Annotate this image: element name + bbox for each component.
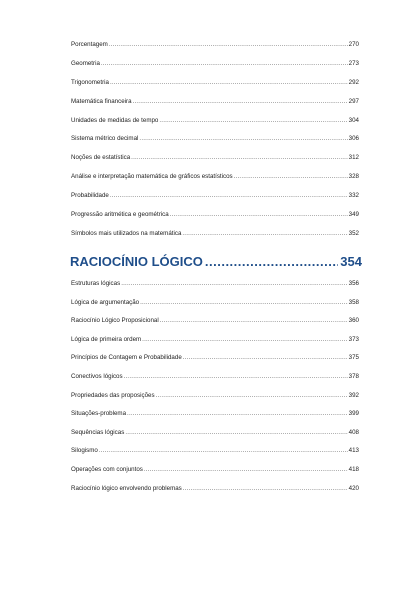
toc-entry [71, 335, 359, 354]
toc-entry [71, 279, 359, 298]
toc-dot-leader [101, 59, 348, 68]
toc-entry-page: 378 [348, 372, 359, 380]
toc-entry-title: Lógica de argumentação [71, 298, 140, 306]
toc-entry-title: Trigonometria [71, 78, 109, 86]
toc-dot-leader [121, 279, 347, 288]
toc-dot-leader [127, 409, 348, 418]
toc-entry [71, 97, 359, 116]
toc-dot-leader [183, 353, 348, 362]
toc-entry-title: Geometria [71, 59, 100, 67]
toc-entry-page: 328 [348, 173, 359, 181]
toc-entry [71, 409, 359, 428]
toc-entry [71, 428, 359, 447]
toc-list-mathematics [71, 40, 359, 248]
toc-entry-title: Matemática financeira [71, 97, 132, 105]
toc-entry-title: Porcentagem [71, 41, 108, 48]
toc-entry [71, 116, 359, 135]
toc-entry-page: 304 [348, 116, 359, 124]
toc-entry-title: Progressão aritmética e geométrica [71, 211, 169, 219]
toc-entry-page: 273 [348, 59, 359, 67]
toc-entry [71, 78, 359, 97]
toc-entry-page: 332 [348, 192, 359, 200]
toc-entry-page: 270 [348, 41, 359, 48]
toc-dot-leader [156, 391, 348, 400]
toc-dot-leader [133, 97, 348, 106]
toc-entry-title: Raciocínio Lógico Proposicional [71, 317, 159, 325]
toc-entry [71, 372, 359, 391]
toc-entry-page: 375 [348, 354, 359, 362]
toc-entry-page: 358 [348, 298, 359, 306]
toc-entry-page: 420 [348, 484, 359, 492]
toc-entry-title: Estruturas lógicas [71, 280, 121, 287]
toc-dot-leader [124, 372, 348, 381]
toc-entry-page: 392 [348, 391, 359, 399]
toc-dot-leader [144, 465, 348, 474]
toc-entry-title: Lógica de primeira ordem [71, 335, 142, 343]
toc-entry-page: 312 [348, 154, 359, 162]
toc-entry [71, 172, 359, 191]
toc-entry-page: 306 [348, 135, 359, 143]
toc-entry [71, 59, 359, 78]
toc-entry-page: 349 [348, 211, 359, 219]
toc-dot-leader [160, 316, 348, 325]
toc-dot-leader [140, 298, 348, 307]
toc-entry [71, 391, 359, 410]
toc-entry-page: 399 [348, 410, 359, 418]
toc-entry-page: 356 [348, 280, 359, 287]
toc-entry-title: Sistema métrico decimal [71, 135, 139, 143]
toc-entry [71, 134, 359, 153]
toc-entry [71, 316, 359, 335]
toc-dot-leader [234, 172, 348, 181]
toc-entry-title: Unidades de medidas de tempo [71, 116, 159, 124]
toc-dot-leader [142, 335, 348, 344]
toc-entry-title: Probabilidade [71, 192, 109, 200]
toc-entry-title: Princípios de Contagem e Probabilidade [71, 354, 182, 362]
section-dot-leader [205, 254, 338, 270]
toc-list-logic [71, 279, 359, 502]
section-heading-raciocinio-logico [70, 254, 362, 270]
toc-dot-leader [125, 428, 347, 437]
toc-entry-page: 373 [348, 335, 359, 343]
toc-entry-title: Situações-problema [71, 410, 127, 418]
toc-entry-title: Sequências lógicas [71, 428, 125, 436]
toc-dot-leader [183, 484, 348, 493]
toc-dot-leader [182, 229, 347, 238]
toc-entry [71, 40, 359, 59]
toc-entry [71, 484, 359, 503]
toc-entry-page: 297 [348, 97, 359, 105]
toc-entry-page: 352 [348, 229, 359, 237]
toc-entry-title: Propriedades das proposições [71, 391, 155, 399]
toc-entry-title: Conectivos lógicos [71, 372, 123, 380]
toc-entry-page: 408 [348, 428, 359, 436]
toc-entry [71, 229, 359, 248]
toc-entry-title: Operações com conjuntos [71, 465, 143, 473]
toc-entry [71, 298, 359, 317]
toc-entry-page: 413 [348, 447, 359, 455]
toc-entry-title: Silogismo [71, 447, 98, 455]
toc-dot-leader [110, 78, 348, 87]
toc-entry-page: 360 [348, 317, 359, 325]
toc-entry [71, 153, 359, 172]
toc-entry-title: Noções de estatística [71, 154, 131, 162]
toc-entry [71, 465, 359, 484]
toc-entry [71, 210, 359, 229]
toc-dot-leader [170, 210, 348, 219]
section-title: RACIOCÍNIO LÓGICO [70, 254, 203, 269]
toc-entry-title: Símbolos mais utilizados na matemática [71, 229, 182, 237]
toc-entry-page: 418 [348, 465, 359, 473]
toc-dot-leader [99, 446, 348, 455]
toc-entry [71, 353, 359, 372]
toc-entry [71, 446, 359, 465]
section-page: 354 [340, 254, 362, 269]
toc-dot-leader [159, 116, 347, 125]
toc-dot-leader [110, 191, 348, 200]
toc-entry [71, 191, 359, 210]
toc-entry-title: Análise e interpretação matemática de gráficos estatísticos [71, 173, 233, 181]
toc-entry-page: 292 [348, 78, 359, 86]
toc-entry-title: Raciocínio lógico envolvendo problemas [71, 484, 182, 492]
toc-dot-leader [131, 153, 348, 162]
toc-dot-leader [139, 134, 347, 143]
toc-dot-leader [109, 40, 348, 49]
